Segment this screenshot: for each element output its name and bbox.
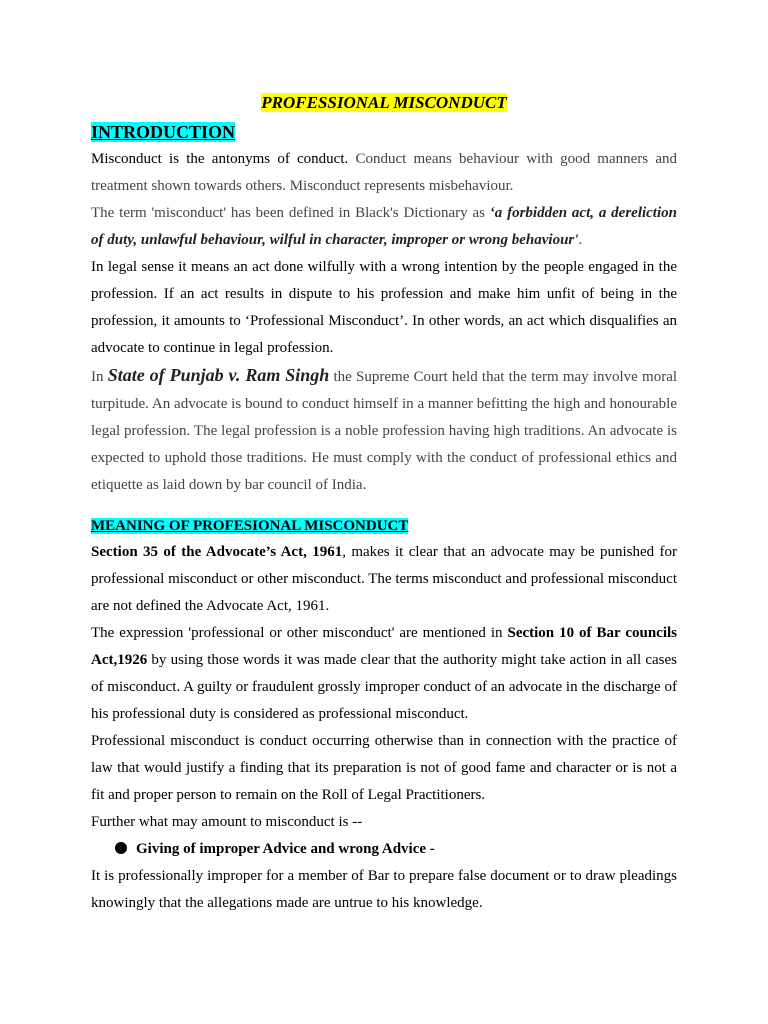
introduction-heading-text: INTRODUCTION (91, 122, 236, 142)
bullet-dot-icon (115, 842, 127, 854)
meaning-paragraph-1 (91, 539, 677, 620)
meaning-paragraph-5: It is professionally improper for a member of Bar to prepare false document or to draw pleadings knowingly that the allegations made are untrue to his knowledge. (91, 868, 677, 911)
bullet-item-text: Giving of improper Advice and wrong Advice - (136, 841, 435, 857)
meaning-heading-text: MEANING OF PROFESIONAL MISCONDUCT (91, 518, 409, 534)
bullet-item (91, 836, 677, 863)
meaning-paragraph-2 (91, 620, 677, 728)
intro-paragraph-1 (91, 146, 677, 200)
document-title-text: PROFESSIONAL MISCONDUCT (261, 93, 507, 112)
section-35-reference: Section 35 of the Advocate’s Act, 1961 (91, 544, 343, 560)
intro-paragraph-2 (91, 200, 677, 254)
meaning-p2-rest: by using those words it was made clear that the authority might take action in all cases of misconduct. A guilty or fraudulent grossly improper conduct of an advocate in the discharge of his professional duty is considered as professional misconduct. (91, 652, 677, 722)
introduction-heading (91, 120, 677, 144)
intro-p4-pre: In (91, 369, 108, 385)
meaning-p1-rest: , makes it clear that an advocate may be punished for professional misconduct or other misconduct. The terms misconduct and professional misconduct are not defined the Advocate Act, 1961. (91, 544, 677, 614)
meaning-paragraph-4: Further what may amount to misconduct is -- (91, 814, 363, 830)
section-10-reference: Section 10 of Bar councils Act,1926 (91, 625, 677, 668)
intro-p2-end: . (578, 232, 583, 248)
intro-p4-rest: the Supreme Court held that the term may involve moral turpitude. An advocate is bound to conduct himself in a manner befitting the high and honourable legal profession. The legal profession is a noble profession having high traditions. An advocate is expected to uphold those traditions. He must comply with the conduct of professional ethics and etiquette as laid down by bar council of India. (91, 369, 678, 493)
black-dictionary-quote: ‘a forbidden act, a dereliction of duty, unlawful behaviour, wilful in character, improper or wrong behaviour' (91, 205, 677, 248)
document-title (91, 92, 677, 114)
intro-p1-part-a: Misconduct is the antonyms of conduct. (91, 151, 356, 167)
meaning-paragraph-3: Professional misconduct is conduct occurring otherwise than in connection with the practice of law that would justify a finding that its preparation is not of good fame and character or is not a fit and proper person to remain on the Roll of Legal Practitioners. (91, 733, 677, 803)
intro-paragraph-4 (91, 362, 677, 499)
meaning-p2-part-a: The expression 'professional or other misconduct' are mentioned in (91, 625, 508, 641)
intro-p2-part-a: The term 'misconduct' has been defined in Black's Dictionary as (91, 205, 490, 221)
intro-p1-part-b: Conduct means behaviour with good manners and treatment shown towards others. Misconduct represents misbehaviour. (91, 151, 677, 194)
meaning-heading (91, 513, 677, 539)
case-name: State of Punjab v. Ram Singh (107, 365, 330, 385)
intro-paragraph-3: In legal sense it means an act done wilfully with a wrong intention by the people engaged in the profession. If an act results in dispute to his profession and make him unfit of being in the profession, it amounts to ‘Professional Misconduct’. In other words, an act which disqualifies an advocate to continue in legal profession. (91, 259, 677, 356)
